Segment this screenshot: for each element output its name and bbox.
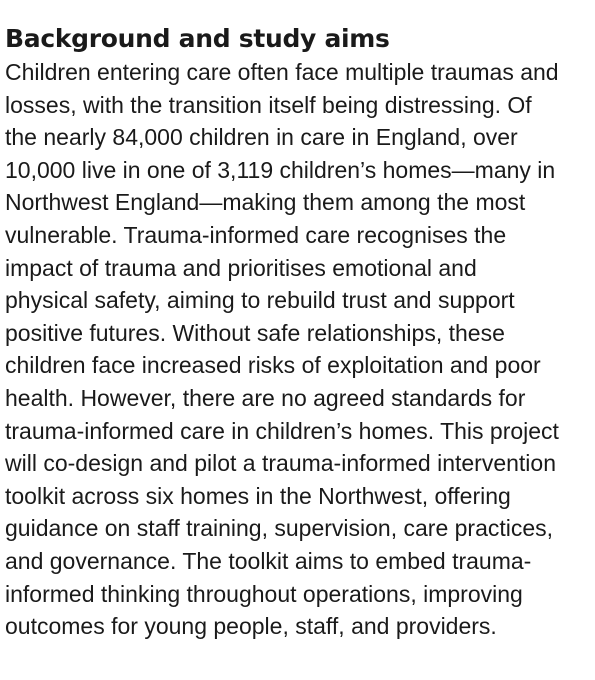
paragraph-line: outcomes for young people, staff, and providers.: [5, 613, 497, 640]
paragraph-line: 10,000 live in one of 3,119 children’s homes—many in: [5, 156, 556, 183]
paragraph-line: informed thinking throughout operations, improving: [5, 580, 523, 607]
paragraph-line: impact of trauma and prioritises emotional and: [5, 254, 477, 281]
paragraph-line: toolkit across six homes in the Northwest, offering: [5, 482, 511, 509]
paragraph-line: losses, with the transition itself being distressing. Of: [5, 91, 532, 118]
section-paragraph: [5, 56, 595, 643]
section-heading: Background and study aims: [5, 24, 390, 53]
paragraph-line: the nearly 84,000 children in care in England, over: [5, 124, 518, 151]
paragraph-line: will co-design and pilot a trauma-informed intervention: [5, 450, 557, 477]
paragraph-line: and governance. The toolkit aims to embed trauma-: [5, 547, 532, 574]
paragraph-line: children face increased risks of exploitation and poor: [5, 352, 541, 379]
paragraph-line: health. However, there are no agreed standards for: [5, 384, 526, 411]
paragraph-line: vulnerable. Trauma-informed care recognises the: [5, 221, 507, 248]
paragraph-line: physical safety, aiming to rebuild trust and support: [5, 287, 515, 314]
paragraph-line: Northwest England—making them among the most: [5, 189, 526, 216]
paragraph-line: guidance on staff training, supervision, care practices,: [5, 515, 554, 542]
paragraph-line: Children entering care often face multiple traumas and: [5, 59, 559, 85]
paragraph-line: trauma-informed care in children’s homes. This project: [5, 417, 559, 444]
paragraph-line: positive futures. Without safe relationships, these: [5, 319, 505, 346]
background-section: [5, 22, 595, 643]
